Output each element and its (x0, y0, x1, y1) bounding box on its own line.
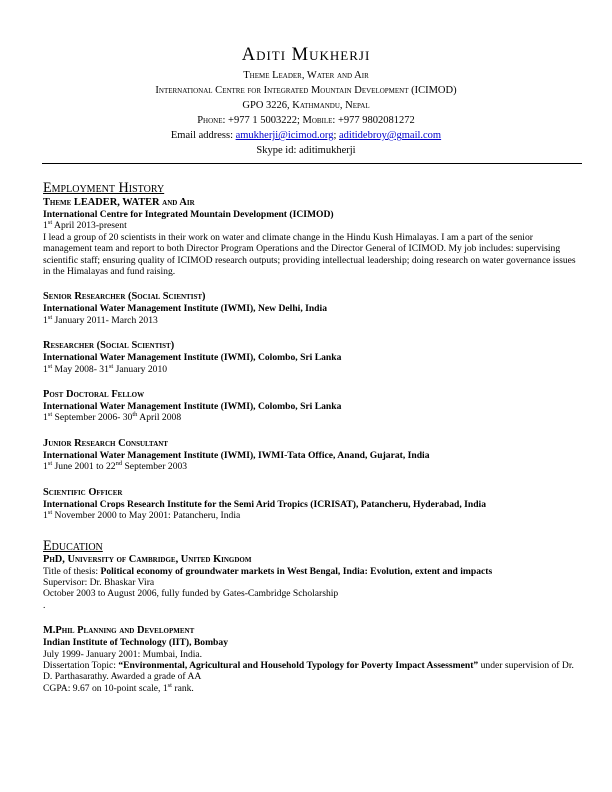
degree-dates: July 1999- January 2001: Mumbai, India. (43, 648, 203, 660)
resume-header (40, 45, 572, 158)
job-entry-icrisat (43, 487, 578, 522)
skype-line: Skype id: aditimukherji (256, 145, 356, 156)
email-label: Email address: (170, 130, 236, 141)
email-line (40, 128, 572, 143)
job-title: Researcher (Social Scientist) (43, 340, 175, 352)
job-dates: 1st June 2001 to 22nd September 2003 (43, 460, 188, 473)
cgpa-line: CGPA: 9.67 on 10-point scale, 1st rank. (43, 681, 194, 694)
job-dates: 1st September 2006- 30th April 2008 (43, 411, 182, 424)
supervisor-line: Supervisor: Dr. Bhaskar Vira (43, 576, 155, 588)
employment-heading: Employment History (43, 180, 165, 196)
job-organization: International Centre for Integrated Mountain Development (ICIMOD) (43, 209, 334, 220)
job-entry-iwmi-colombo-researcher (43, 340, 578, 375)
job-entry-icimod (43, 197, 578, 277)
job-dates: 1st May 2008- 31st January 2010 (43, 362, 168, 375)
job-title: Theme LEADER, WATER and Air (43, 197, 195, 208)
job-entry-junior-consultant (43, 438, 578, 473)
address-line: GPO 3226, Kathmandu, Nepal (242, 100, 370, 111)
education-heading: Education (43, 537, 103, 554)
job-organization: International Water Management Institute (IWMI), New Delhi, India (43, 303, 327, 315)
job-dates: 1st January 2011- March 2013 (43, 313, 158, 326)
phone-line: Phone: +977 1 5003222; Mobile: +977 9802081272 (197, 115, 415, 126)
funding-line: October 2003 to August 2006, fully funded by Gates-Cambridge Scholarship (43, 588, 339, 600)
organization-line: International Centre for Integrated Mountain Development (ICIMOD) (155, 85, 457, 96)
header-divider (42, 163, 582, 164)
job-entry-iwmi-delhi (43, 291, 578, 326)
dissertation-topic: Dissertation Topic: “Environmental, Agricultural and Household Typology for Poverty Impact Assessment” under supervision of Dr. D. Parthasarathy. Awarded a grade of AA (43, 659, 574, 683)
job-dates: 1st November 2000 to May 2001: Patancheru, India (43, 508, 241, 522)
job-organization: International Crops Research Institute for the Semi Arid Tropics (ICRISAT), Patancheru, Hyderabad, India (43, 498, 487, 510)
job-title-line: Theme Leader, Water and Air (243, 70, 369, 81)
thesis-line: Title of thesis: Political economy of groundwater markets in West Bengal, India: Evolution, extent and impacts (43, 565, 493, 577)
person-name: Aditi Mukherji (241, 45, 371, 65)
email-separator: ; (333, 130, 339, 141)
job-organization: International Water Management Institute (IWMI), Colombo, Sri Lanka (43, 401, 342, 413)
institution-name: Indian Institute of Technology (IIT), Bombay (43, 637, 228, 649)
degree-title: M.Phil Planning and Development (43, 625, 195, 637)
job-title: Junior Research Consultant (43, 437, 168, 449)
stray-period: . (43, 599, 46, 611)
job-description: I lead a group of 20 scientists in their work on water and climate change in the Hindu Kush Himalayas. I am a part of the senior management team and report to both Director Program Operations and the Director General of ICIMOD. My job includes: supervising scientific staff; ensuring quality of ICIMOD research outputs; providing intellectual leadership; doing research on water governance issues in the Himalayas and fund raising. (43, 231, 576, 278)
job-entry-postdoc (43, 389, 578, 424)
job-organization: International Water Management Institute (IWMI), Colombo, Sri Lanka (43, 352, 342, 364)
email-link-primary[interactable]: amukherji@icimod.org (235, 130, 334, 141)
resume-body (43, 180, 578, 694)
education-entry-phd (43, 554, 578, 612)
job-organization: International Water Management Institute (IWMI), IWMI-Tata Office, Anand, Gujarat, India (43, 449, 430, 461)
job-dates: 1st April 2013-present (43, 219, 127, 232)
job-title: Senior Researcher (Social Scientist) (43, 291, 206, 303)
education-entry-mphil (43, 625, 578, 694)
degree-title: PhD, University of Cambridge, United Kingdom (43, 553, 252, 565)
job-title: Post Doctoral Fellow (43, 389, 145, 401)
email-link-secondary[interactable]: aditidebroy@gmail.com (339, 130, 442, 141)
job-title: Scientific Officer (43, 486, 123, 498)
